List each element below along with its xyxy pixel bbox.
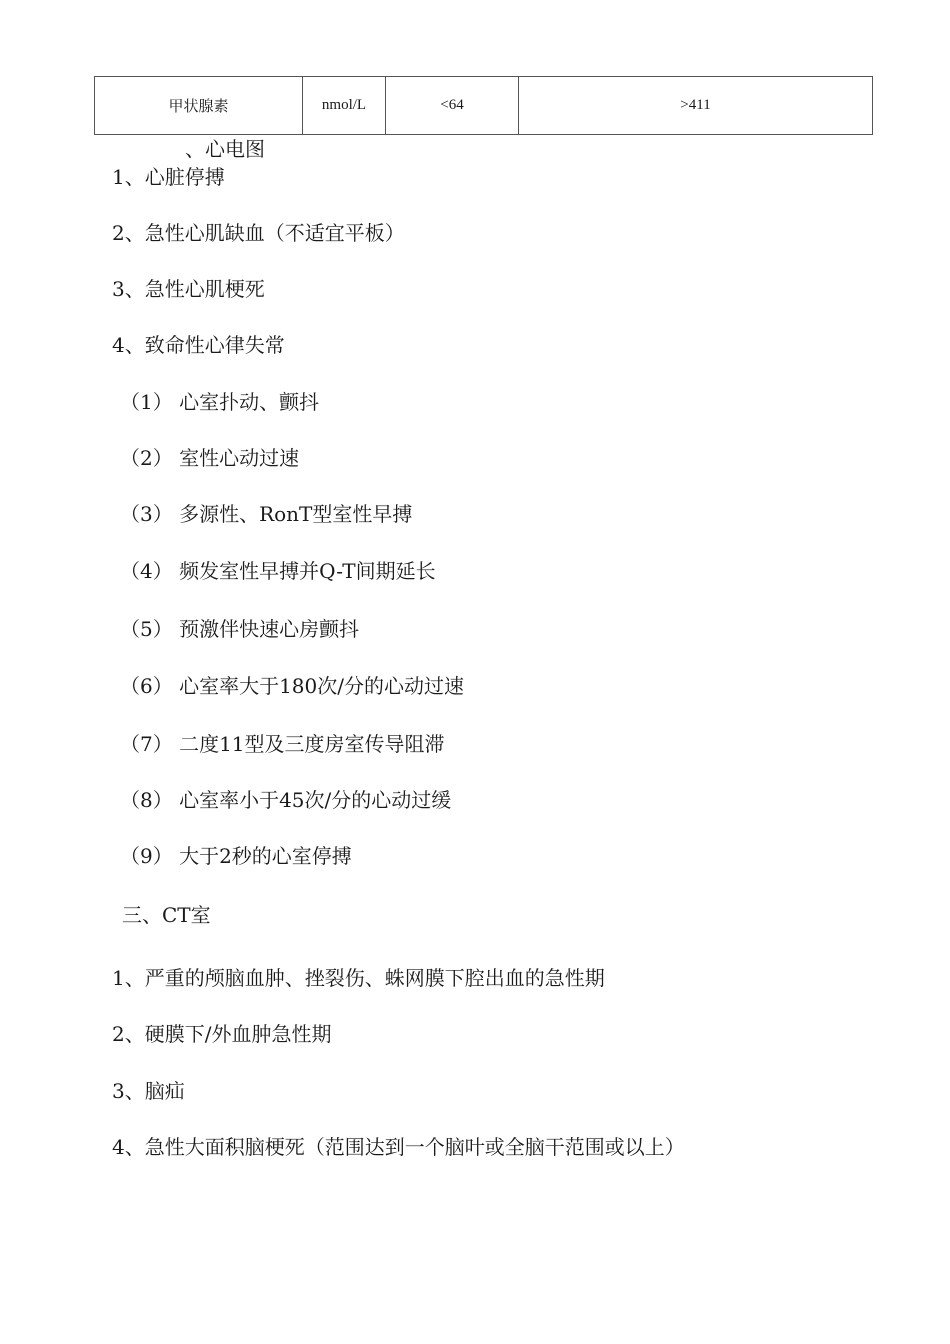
ecg-subitem-5: （5） 预激伴快速心房颤抖 xyxy=(120,617,360,641)
ecg-subitem-8: （8） 心室率小于45次/分的心动过缓 xyxy=(120,788,452,812)
lab-values-table xyxy=(94,76,873,135)
ct-item-2: 2、硬膜下/外血肿急性期 xyxy=(112,1022,332,1046)
ecg-subitem-4: （4） 频发室性早搏并Q-T间期延长 xyxy=(120,559,436,583)
ct-item-3: 3、脑疝 xyxy=(112,1079,185,1103)
ecg-item-4: 4、致命性心律失常 xyxy=(112,333,285,357)
ecg-subitem-6: （6） 心室率大于180次/分的心动过速 xyxy=(120,674,464,698)
test-name-cell: 甲状腺素 xyxy=(95,77,303,135)
ct-heading: 三、CT室 xyxy=(122,903,211,927)
table-row xyxy=(95,77,873,135)
ecg-subitem-9: （9） 大于2秒的心室停搏 xyxy=(120,844,352,868)
unit-cell: nmol/L xyxy=(303,77,386,135)
ecg-item-2: 2、急性心肌缺血（不适宜平板） xyxy=(112,221,405,245)
ct-item-1: 1、严重的颅脑血肿、挫裂伤、蛛网膜下腔出血的急性期 xyxy=(112,966,605,990)
ecg-subitem-7: （7） 二度11型及三度房室传导阻滞 xyxy=(120,732,445,756)
high-threshold-cell: >411 xyxy=(519,77,873,135)
low-threshold-cell: <64 xyxy=(386,77,519,135)
ecg-subitem-1: （1） 心室扑动、颤抖 xyxy=(120,390,320,414)
ecg-subitem-2: （2） 室性心动过速 xyxy=(120,446,300,470)
ecg-heading: 、心电图 xyxy=(185,137,265,161)
ct-item-4: 4、急性大面积脑梗死（范围达到一个脑叶或全脑干范围或以上） xyxy=(112,1135,685,1159)
ecg-item-3: 3、急性心肌梗死 xyxy=(112,277,265,301)
ecg-subitem-3: （3） 多源性、RonT型室性早搏 xyxy=(120,502,413,526)
ecg-item-1: 1、心脏停搏 xyxy=(112,165,225,189)
